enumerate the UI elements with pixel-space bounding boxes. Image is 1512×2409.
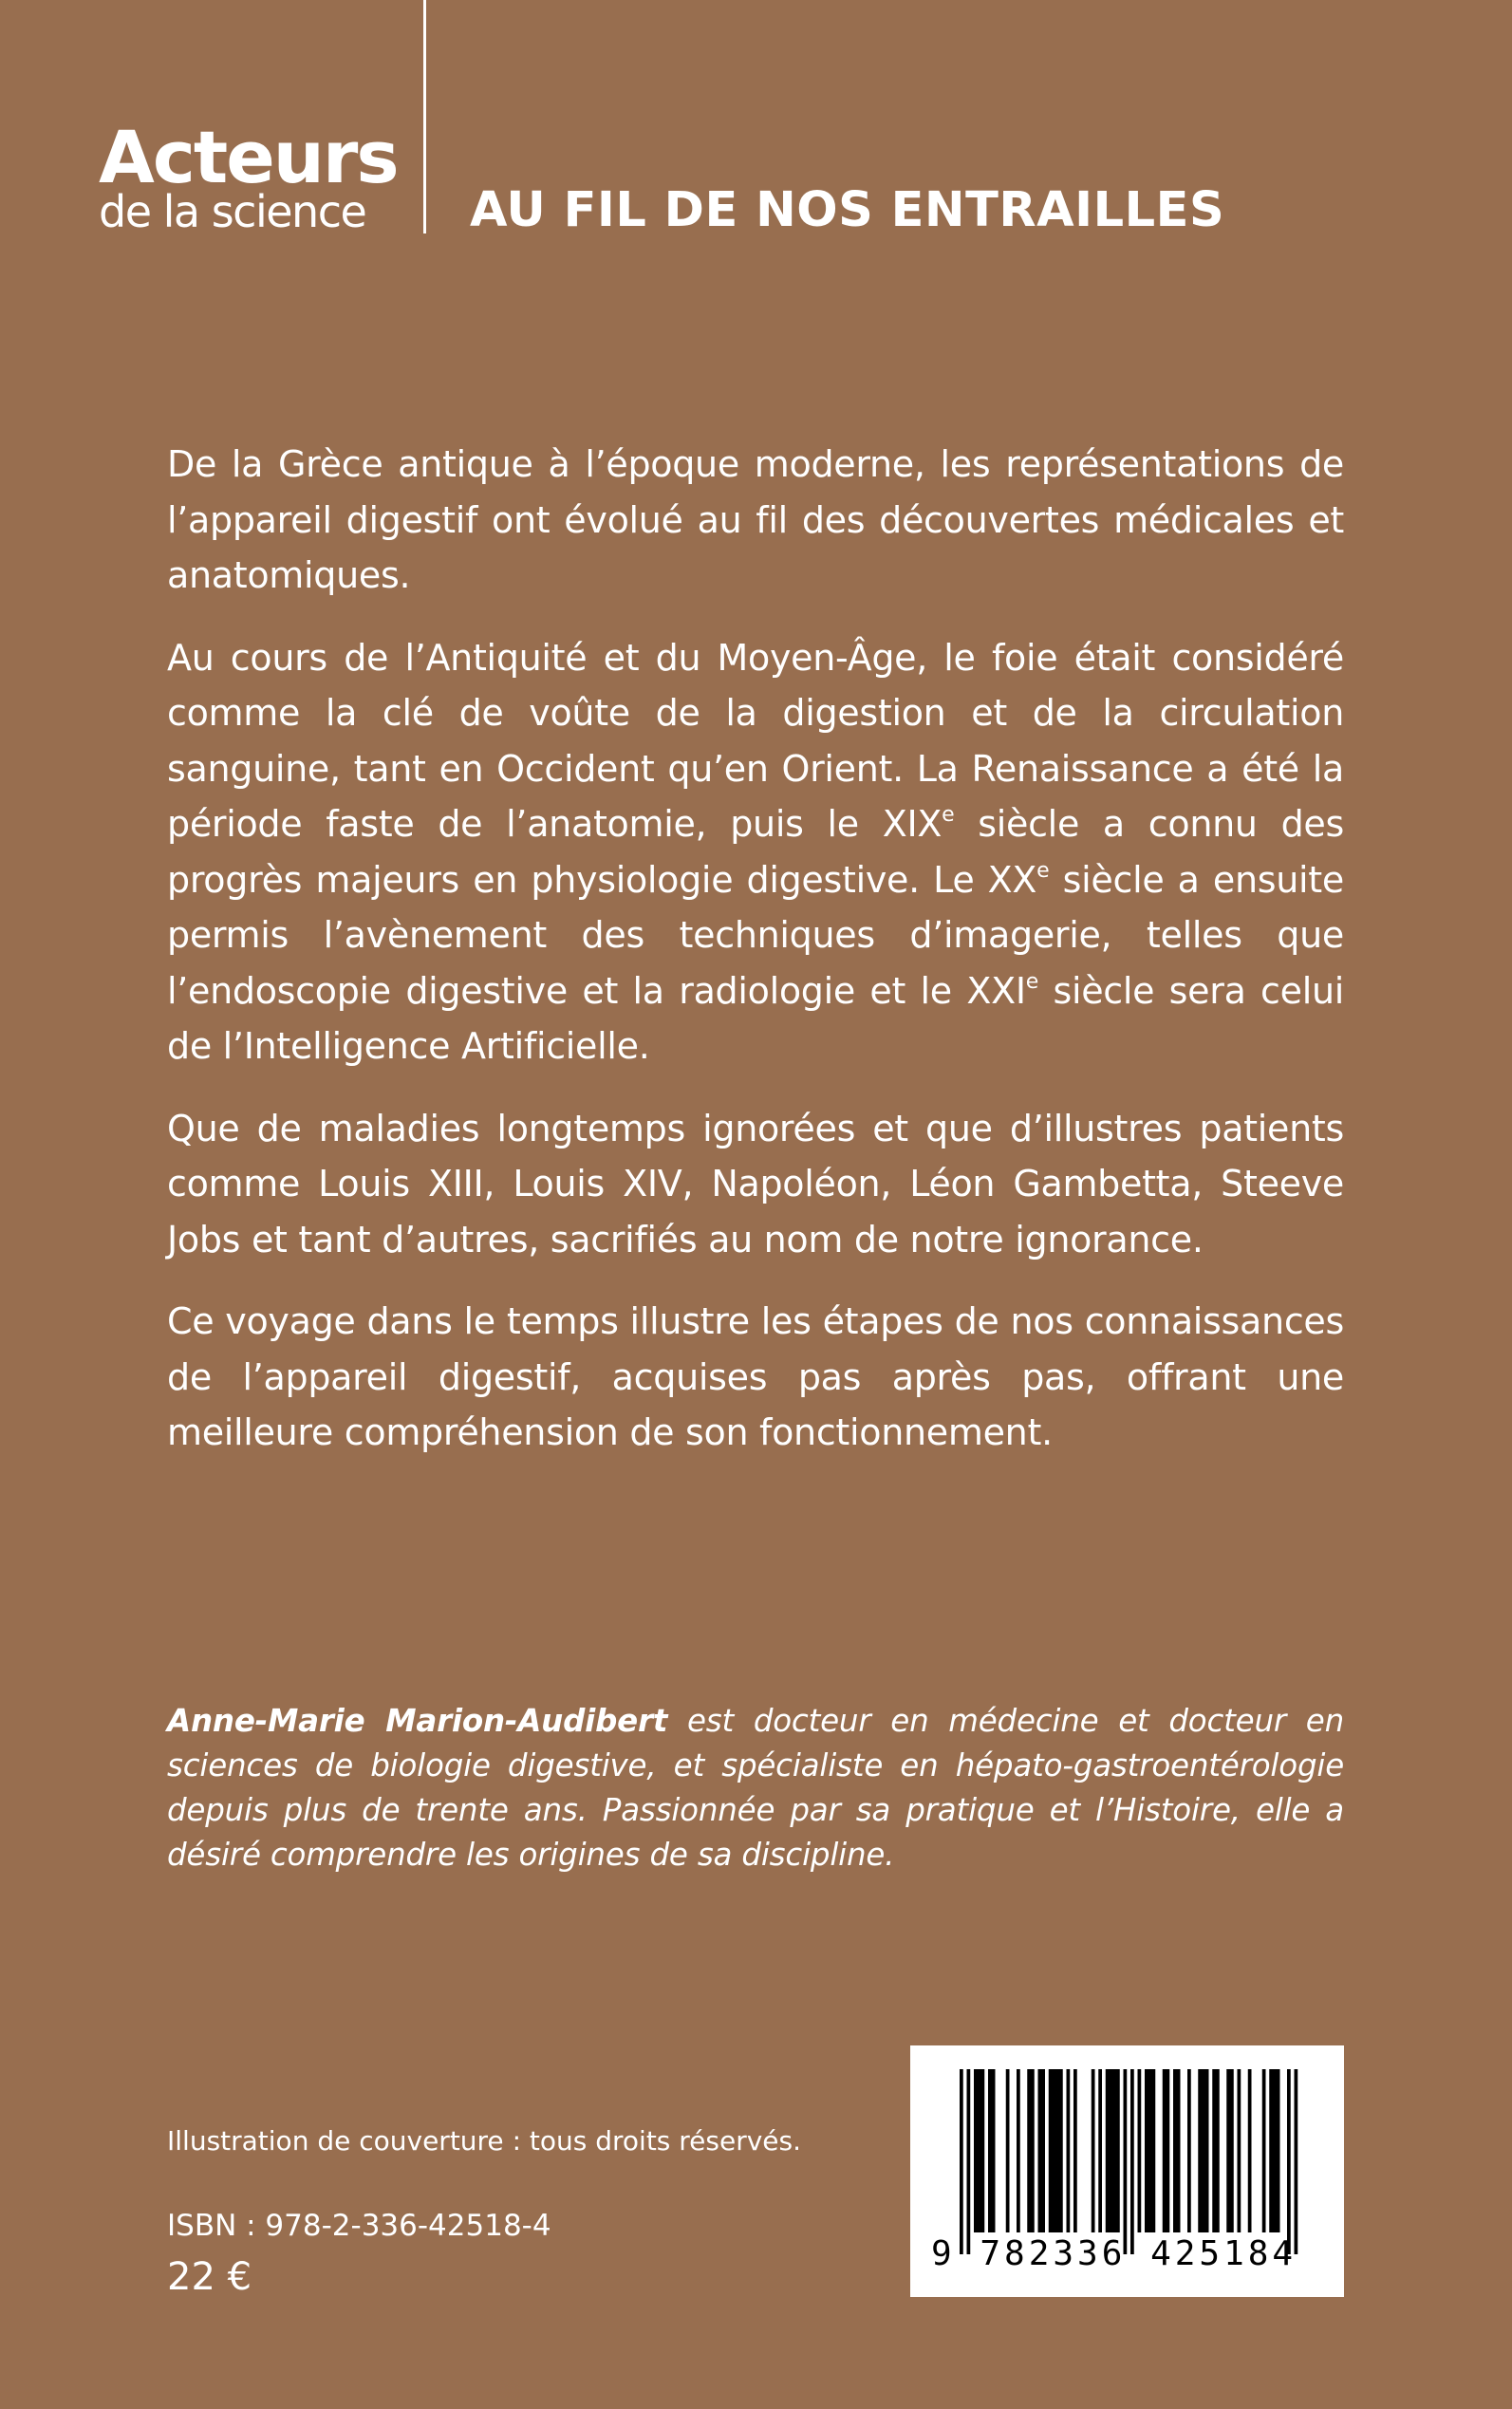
author-bio-text: est docteur en médecine et docteur en sciences de biologie digestive, et spécialiste en hépato-gastroentérologie depuis plus de trente ans. Passionnée par sa pratique et l’Histoire, elle a désiré comprendre les origines de sa discipline. (167, 1703, 1344, 1873)
barcode-bar (1006, 2069, 1010, 2232)
barcode-bar (1049, 2069, 1063, 2232)
book-title: AU FIL DE NOS ENTRAILLES (470, 182, 1225, 238)
barcode-guard-bar (1287, 2069, 1291, 2254)
barcode-bar (1038, 2069, 1046, 2232)
barcode-bar (1138, 2069, 1142, 2232)
barcode-bar (1198, 2069, 1208, 2232)
barcode-guard-bar (1130, 2069, 1134, 2254)
barcode-bar (1262, 2069, 1266, 2232)
barcode-bar (1098, 2069, 1102, 2232)
barcode-bar (1238, 2069, 1241, 2232)
barcode-bar (1212, 2069, 1220, 2232)
author-bio (167, 1699, 1344, 1877)
barcode-bar (1173, 2069, 1181, 2232)
barcode-bar (1163, 2069, 1170, 2232)
isbn: ISBN : 978-2-336-42518-4 (167, 2209, 551, 2243)
barcode-bar (1248, 2069, 1252, 2232)
barcode-bar (1106, 2069, 1120, 2232)
blurb-paragraph-2: Au cours de l’Antiquité et du Moyen-Âge, le foie était considéré comme la clé de voûte de la digestion et de la circulation sanguine, tant en Occident qu’en Orient. La Renaissance a été la période faste de l’anatomie, puis le XIXe siècle a connu des progrès majeurs en physiologie digestive. Le XXe siècle a ensuite permis l’avènement des techniques d’imagerie, telles que l’endoscopie digestive et la radiologie et le XXIe siècle sera celui de l’Intelligence Artificielle. (167, 636, 1344, 1067)
barcode-bar (1145, 2069, 1155, 2232)
blurb-paragraph-4: Ce voyage dans le temps illustre les étapes de nos connaissances de l’appareil digestif, acquises pas après pas, offrant une meilleure compréhension de son fonctionnement. (167, 1300, 1344, 1453)
barcode-guard-bar (1124, 2069, 1128, 2254)
barcode-bar (1269, 2069, 1279, 2232)
barcode-bar (1017, 2069, 1020, 2232)
author-name: Anne-Marie Marion-Audibert (167, 1703, 668, 1739)
illustration-credit: Illustration de couverture : tous droits réservés. (167, 2125, 802, 2157)
barcode-bar (1027, 2069, 1035, 2232)
barcode-bar (988, 2069, 996, 2232)
barcode-bar (1067, 2069, 1071, 2232)
barcode-guard-bar (960, 2069, 963, 2254)
barcode-bar (1073, 2069, 1077, 2232)
series-logo (99, 115, 412, 237)
barcode (910, 2045, 1344, 2297)
barcode-bar (974, 2069, 984, 2232)
blurb-paragraph-1: De la Grèce antique à l’époque moderne, les représentations de l’appareil digestif ont évolué au fil des découvertes médicales et anatomiques. (167, 443, 1344, 596)
barcode-bar (1092, 2069, 1095, 2232)
price: 22 € (167, 2255, 252, 2299)
barcode-bar (1226, 2069, 1234, 2232)
barcode-guard-bar (967, 2069, 971, 2254)
header-divider-line (423, 0, 426, 233)
series-name-sub: de la science (99, 186, 366, 237)
barcode-bar (1187, 2069, 1191, 2232)
series-name-main: Acteurs (99, 115, 398, 199)
blurb-paragraph-3: Que de maladies longtemps ignorées et que d’illustres patients comme Louis XIII, Louis XIV, Napoléon, Léon Gambetta, Steeve Jobs et tant d’autres, sacrifiés au nom de notre ignorance. (167, 1107, 1344, 1261)
back-cover-blurb (167, 437, 1344, 1487)
barcode-digits: 9 782336 425184 (931, 2234, 1297, 2273)
barcode-guard-bar (1295, 2069, 1298, 2254)
